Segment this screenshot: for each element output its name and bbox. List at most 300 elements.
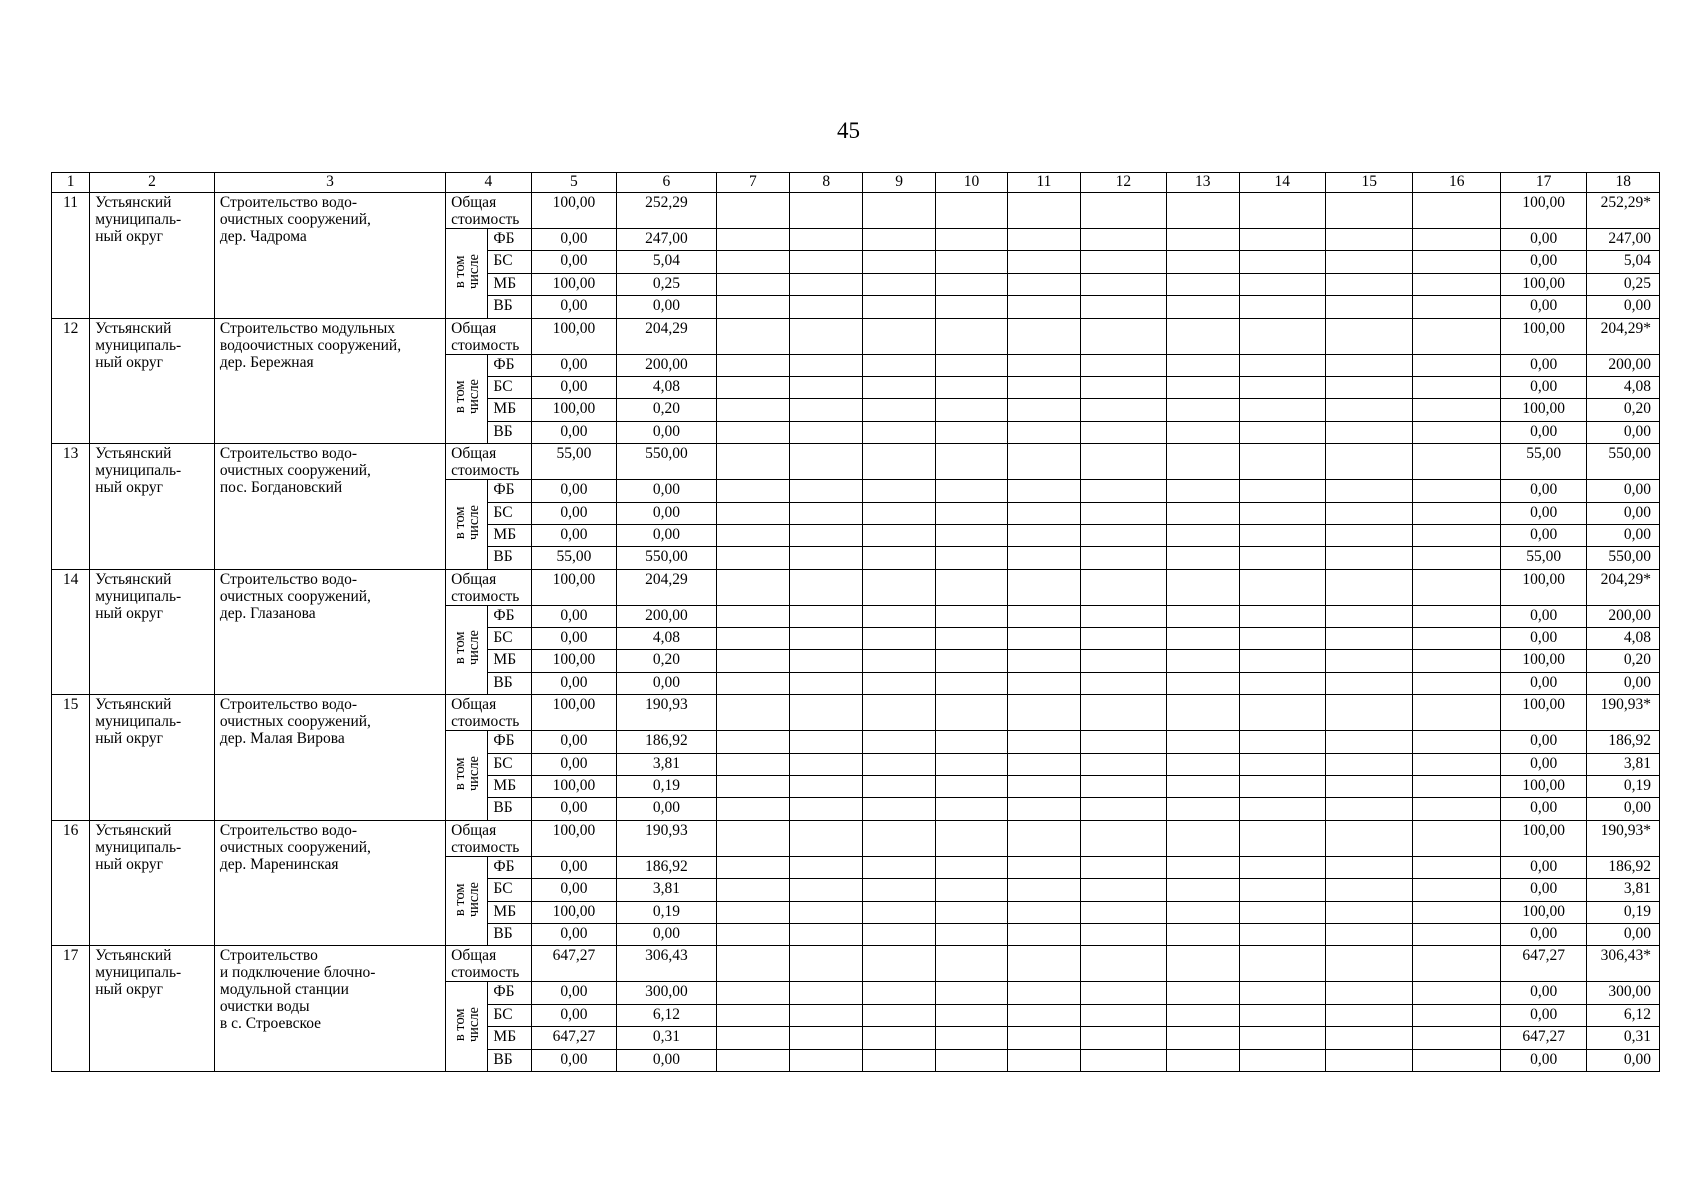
empty-cell-col-9 xyxy=(863,547,935,569)
source-col-5: 0,00 xyxy=(531,354,616,376)
empty-cell-col-13 xyxy=(1167,776,1239,798)
source-label: ФБ xyxy=(488,480,531,502)
source-col-5: 0,00 xyxy=(531,628,616,650)
empty-cell-col-12 xyxy=(1080,1004,1166,1026)
empty-cell-col-16 xyxy=(1413,1049,1500,1071)
source-col-17: 0,00 xyxy=(1500,923,1586,945)
empty-cell-col-10 xyxy=(935,547,1007,569)
empty-cell-col-11 xyxy=(1008,251,1080,273)
empty-cell-col-7 xyxy=(716,672,789,694)
source-col-5: 100,00 xyxy=(531,901,616,923)
empty-cell-col-12 xyxy=(1080,569,1166,605)
source-col-18: 4,08 xyxy=(1587,376,1660,398)
empty-cell-col-8 xyxy=(790,982,863,1004)
empty-cell-col-12 xyxy=(1080,605,1166,627)
empty-cell-col-14 xyxy=(1239,946,1325,982)
empty-cell-col-14 xyxy=(1239,798,1325,820)
empty-cell-col-10 xyxy=(935,731,1007,753)
including-label-cell xyxy=(446,982,488,1072)
project-name-cell: Строительство водо- очистных сооружений, дер. Малая Вирова xyxy=(214,695,445,821)
empty-cell-col-13 xyxy=(1167,856,1239,878)
empty-cell-col-10 xyxy=(935,672,1007,694)
source-col-5: 100,00 xyxy=(531,273,616,295)
empty-cell-col-11 xyxy=(1008,444,1080,480)
empty-cell-col-7 xyxy=(716,879,789,901)
source-col-6: 4,08 xyxy=(617,628,717,650)
empty-cell-col-9 xyxy=(863,193,935,229)
empty-cell-col-16 xyxy=(1413,273,1500,295)
empty-cell-col-10 xyxy=(935,879,1007,901)
empty-cell-col-12 xyxy=(1080,251,1166,273)
empty-cell-col-10 xyxy=(935,901,1007,923)
source-col-6: 186,92 xyxy=(617,856,717,878)
empty-cell-col-14 xyxy=(1239,672,1325,694)
empty-cell-col-11 xyxy=(1008,318,1080,354)
source-label: ФБ xyxy=(488,229,531,251)
project-name-cell: Строительство водо- очистных сооружений, дер. Маренинская xyxy=(214,820,445,946)
empty-cell-col-13 xyxy=(1167,901,1239,923)
source-label: ВБ xyxy=(488,547,531,569)
empty-cell-col-14 xyxy=(1239,820,1325,856)
empty-cell-col-12 xyxy=(1080,502,1166,524)
source-col-18: 200,00 xyxy=(1587,605,1660,627)
empty-cell-col-12 xyxy=(1080,856,1166,878)
source-label: МБ xyxy=(488,650,531,672)
source-col-18: 186,92 xyxy=(1587,731,1660,753)
total-col-17: 647,27 xyxy=(1500,946,1586,982)
empty-cell-col-8 xyxy=(790,444,863,480)
empty-cell-col-11 xyxy=(1008,776,1080,798)
source-col-17: 0,00 xyxy=(1500,421,1586,443)
empty-cell-col-8 xyxy=(790,695,863,731)
source-col-6: 0,19 xyxy=(617,776,717,798)
empty-cell-col-8 xyxy=(790,1049,863,1071)
source-col-17: 0,00 xyxy=(1500,753,1586,775)
empty-cell-col-7 xyxy=(716,547,789,569)
empty-cell-col-15 xyxy=(1325,650,1412,672)
source-col-5: 0,00 xyxy=(531,923,616,945)
empty-cell-col-10 xyxy=(935,753,1007,775)
empty-cell-col-11 xyxy=(1008,354,1080,376)
empty-cell-col-7 xyxy=(716,753,789,775)
empty-cell-col-16 xyxy=(1413,229,1500,251)
source-col-18: 0,25 xyxy=(1587,273,1660,295)
source-col-5: 0,00 xyxy=(531,982,616,1004)
source-col-5: 0,00 xyxy=(531,672,616,694)
source-col-5: 0,00 xyxy=(531,524,616,546)
source-col-17: 55,00 xyxy=(1500,547,1586,569)
total-col-18: 190,93* xyxy=(1587,820,1660,856)
empty-cell-col-14 xyxy=(1239,1049,1325,1071)
empty-cell-col-9 xyxy=(863,421,935,443)
empty-cell-col-12 xyxy=(1080,946,1166,982)
empty-cell-col-13 xyxy=(1167,524,1239,546)
project-name-cell: Строительство водо- очистных сооружений, пос. Богдановский xyxy=(214,444,445,570)
source-col-5: 100,00 xyxy=(531,776,616,798)
total-col-5: 100,00 xyxy=(531,318,616,354)
empty-cell-col-15 xyxy=(1325,982,1412,1004)
empty-cell-col-7 xyxy=(716,502,789,524)
empty-cell-col-9 xyxy=(863,982,935,1004)
source-col-5: 0,00 xyxy=(531,251,616,273)
empty-cell-col-11 xyxy=(1008,982,1080,1004)
source-col-17: 0,00 xyxy=(1500,354,1586,376)
empty-cell-col-7 xyxy=(716,569,789,605)
empty-cell-col-16 xyxy=(1413,1027,1500,1049)
column-header-2: 2 xyxy=(90,173,215,193)
empty-cell-col-9 xyxy=(863,273,935,295)
empty-cell-col-9 xyxy=(863,650,935,672)
empty-cell-col-7 xyxy=(716,1027,789,1049)
project-name-cell: Строительство водо- очистных сооружений, дер. Глазанова xyxy=(214,569,445,695)
empty-cell-col-7 xyxy=(716,251,789,273)
empty-cell-col-10 xyxy=(935,376,1007,398)
empty-cell-col-9 xyxy=(863,923,935,945)
including-label: в том числе xyxy=(451,379,482,415)
source-label: ВБ xyxy=(488,296,531,318)
empty-cell-col-12 xyxy=(1080,547,1166,569)
empty-cell-col-8 xyxy=(790,901,863,923)
empty-cell-col-14 xyxy=(1239,547,1325,569)
empty-cell-col-11 xyxy=(1008,1004,1080,1026)
empty-cell-col-13 xyxy=(1167,547,1239,569)
source-col-17: 100,00 xyxy=(1500,776,1586,798)
column-header-1: 1 xyxy=(52,173,90,193)
source-col-6: 0,25 xyxy=(617,273,717,295)
empty-cell-col-9 xyxy=(863,672,935,694)
table-body xyxy=(52,173,1660,1072)
empty-cell-col-12 xyxy=(1080,193,1166,229)
empty-cell-col-8 xyxy=(790,502,863,524)
column-header-10: 10 xyxy=(935,173,1007,193)
empty-cell-col-11 xyxy=(1008,695,1080,731)
empty-cell-col-7 xyxy=(716,923,789,945)
empty-cell-col-11 xyxy=(1008,901,1080,923)
source-col-17: 647,27 xyxy=(1500,1027,1586,1049)
empty-cell-col-15 xyxy=(1325,879,1412,901)
empty-cell-col-13 xyxy=(1167,1027,1239,1049)
empty-cell-col-10 xyxy=(935,695,1007,731)
source-label: МБ xyxy=(488,1027,531,1049)
empty-cell-col-16 xyxy=(1413,1004,1500,1026)
source-col-17: 100,00 xyxy=(1500,650,1586,672)
source-col-5: 647,27 xyxy=(531,1027,616,1049)
empty-cell-col-10 xyxy=(935,820,1007,856)
column-header-7: 7 xyxy=(716,173,789,193)
source-col-17: 0,00 xyxy=(1500,1004,1586,1026)
total-col-6: 252,29 xyxy=(617,193,717,229)
empty-cell-col-9 xyxy=(863,753,935,775)
column-header-13: 13 xyxy=(1167,173,1239,193)
source-col-17: 0,00 xyxy=(1500,879,1586,901)
empty-cell-col-10 xyxy=(935,354,1007,376)
empty-cell-col-8 xyxy=(790,1027,863,1049)
empty-cell-col-9 xyxy=(863,569,935,605)
source-col-18: 3,81 xyxy=(1587,879,1660,901)
source-label: БС xyxy=(488,251,531,273)
total-cost-label: Общая стоимость xyxy=(446,946,531,982)
empty-cell-col-8 xyxy=(790,318,863,354)
empty-cell-col-12 xyxy=(1080,354,1166,376)
empty-cell-col-10 xyxy=(935,273,1007,295)
empty-cell-col-13 xyxy=(1167,695,1239,731)
source-col-5: 0,00 xyxy=(531,856,616,878)
empty-cell-col-15 xyxy=(1325,480,1412,502)
including-label-cell xyxy=(446,480,488,570)
total-col-18: 190,93* xyxy=(1587,695,1660,731)
source-col-17: 0,00 xyxy=(1500,982,1586,1004)
total-col-6: 190,93 xyxy=(617,820,717,856)
total-col-18: 550,00 xyxy=(1587,444,1660,480)
empty-cell-col-7 xyxy=(716,856,789,878)
empty-cell-col-8 xyxy=(790,879,863,901)
empty-cell-col-12 xyxy=(1080,229,1166,251)
total-col-5: 100,00 xyxy=(531,820,616,856)
empty-cell-col-13 xyxy=(1167,1004,1239,1026)
empty-cell-col-16 xyxy=(1413,695,1500,731)
empty-cell-col-8 xyxy=(790,946,863,982)
empty-cell-col-11 xyxy=(1008,502,1080,524)
row-number: 13 xyxy=(52,444,90,570)
empty-cell-col-15 xyxy=(1325,318,1412,354)
empty-cell-col-7 xyxy=(716,524,789,546)
empty-cell-col-8 xyxy=(790,628,863,650)
empty-cell-col-14 xyxy=(1239,399,1325,421)
empty-cell-col-7 xyxy=(716,273,789,295)
source-col-6: 186,92 xyxy=(617,731,717,753)
empty-cell-col-12 xyxy=(1080,1049,1166,1071)
empty-cell-col-15 xyxy=(1325,628,1412,650)
empty-cell-col-13 xyxy=(1167,229,1239,251)
empty-cell-col-16 xyxy=(1413,421,1500,443)
empty-cell-col-16 xyxy=(1413,731,1500,753)
empty-cell-col-8 xyxy=(790,569,863,605)
empty-cell-col-12 xyxy=(1080,480,1166,502)
empty-cell-col-15 xyxy=(1325,229,1412,251)
total-col-5: 100,00 xyxy=(531,193,616,229)
column-header-6: 6 xyxy=(617,173,717,193)
source-label: БС xyxy=(488,376,531,398)
empty-cell-col-16 xyxy=(1413,524,1500,546)
row-number: 14 xyxy=(52,569,90,695)
empty-cell-col-16 xyxy=(1413,879,1500,901)
source-col-18: 300,00 xyxy=(1587,982,1660,1004)
empty-cell-col-13 xyxy=(1167,879,1239,901)
empty-cell-col-9 xyxy=(863,776,935,798)
district-cell: Устьянский муниципаль- ный округ xyxy=(90,444,215,570)
empty-cell-col-16 xyxy=(1413,923,1500,945)
source-col-17: 100,00 xyxy=(1500,901,1586,923)
empty-cell-col-13 xyxy=(1167,569,1239,605)
empty-cell-col-9 xyxy=(863,1049,935,1071)
column-header-18: 18 xyxy=(1587,173,1660,193)
empty-cell-col-7 xyxy=(716,776,789,798)
empty-cell-col-16 xyxy=(1413,569,1500,605)
including-label: в том числе xyxy=(451,755,482,792)
source-label: ВБ xyxy=(488,923,531,945)
source-col-17: 0,00 xyxy=(1500,1049,1586,1071)
source-col-6: 200,00 xyxy=(617,354,717,376)
empty-cell-col-14 xyxy=(1239,296,1325,318)
source-col-6: 0,31 xyxy=(617,1027,717,1049)
empty-cell-col-11 xyxy=(1008,296,1080,318)
source-col-17: 0,00 xyxy=(1500,296,1586,318)
total-col-6: 204,29 xyxy=(617,569,717,605)
empty-cell-col-8 xyxy=(790,731,863,753)
empty-cell-col-11 xyxy=(1008,879,1080,901)
empty-cell-col-11 xyxy=(1008,569,1080,605)
column-header-15: 15 xyxy=(1325,173,1412,193)
column-number-header-row xyxy=(52,173,1660,193)
empty-cell-col-11 xyxy=(1008,1027,1080,1049)
empty-cell-col-15 xyxy=(1325,296,1412,318)
empty-cell-col-15 xyxy=(1325,1027,1412,1049)
district-cell: Устьянский муниципаль- ный округ xyxy=(90,569,215,695)
empty-cell-col-12 xyxy=(1080,901,1166,923)
source-col-5: 0,00 xyxy=(531,376,616,398)
source-col-5: 100,00 xyxy=(531,650,616,672)
source-col-17: 0,00 xyxy=(1500,480,1586,502)
source-label: ФБ xyxy=(488,605,531,627)
empty-cell-col-8 xyxy=(790,923,863,945)
source-col-5: 100,00 xyxy=(531,399,616,421)
source-col-5: 0,00 xyxy=(531,296,616,318)
empty-cell-col-13 xyxy=(1167,628,1239,650)
district-cell: Устьянский муниципаль- ный округ xyxy=(90,193,215,319)
empty-cell-col-15 xyxy=(1325,672,1412,694)
empty-cell-col-15 xyxy=(1325,193,1412,229)
empty-cell-col-16 xyxy=(1413,480,1500,502)
empty-cell-col-9 xyxy=(863,354,935,376)
empty-cell-col-10 xyxy=(935,982,1007,1004)
empty-cell-col-8 xyxy=(790,399,863,421)
empty-cell-col-9 xyxy=(863,879,935,901)
source-col-18: 186,92 xyxy=(1587,856,1660,878)
empty-cell-col-7 xyxy=(716,605,789,627)
source-col-18: 0,00 xyxy=(1587,421,1660,443)
empty-cell-col-11 xyxy=(1008,731,1080,753)
empty-cell-col-10 xyxy=(935,650,1007,672)
district-cell: Устьянский муниципаль- ный округ xyxy=(90,318,215,444)
empty-cell-col-9 xyxy=(863,946,935,982)
empty-cell-col-14 xyxy=(1239,982,1325,1004)
empty-cell-col-16 xyxy=(1413,650,1500,672)
empty-cell-col-14 xyxy=(1239,193,1325,229)
source-col-18: 0,00 xyxy=(1587,480,1660,502)
empty-cell-col-13 xyxy=(1167,318,1239,354)
column-header-5: 5 xyxy=(531,173,616,193)
total-col-17: 100,00 xyxy=(1500,193,1586,229)
source-col-6: 550,00 xyxy=(617,547,717,569)
empty-cell-col-12 xyxy=(1080,650,1166,672)
empty-cell-col-8 xyxy=(790,421,863,443)
empty-cell-col-11 xyxy=(1008,923,1080,945)
empty-cell-col-7 xyxy=(716,946,789,982)
empty-cell-col-12 xyxy=(1080,776,1166,798)
empty-cell-col-15 xyxy=(1325,376,1412,398)
empty-cell-col-15 xyxy=(1325,502,1412,524)
empty-cell-col-10 xyxy=(935,480,1007,502)
empty-cell-col-14 xyxy=(1239,1027,1325,1049)
empty-cell-col-16 xyxy=(1413,901,1500,923)
source-col-18: 0,00 xyxy=(1587,502,1660,524)
column-header-9: 9 xyxy=(863,173,935,193)
source-col-6: 3,81 xyxy=(617,753,717,775)
empty-cell-col-15 xyxy=(1325,820,1412,856)
empty-cell-col-16 xyxy=(1413,605,1500,627)
source-col-18: 5,04 xyxy=(1587,251,1660,273)
empty-cell-col-7 xyxy=(716,229,789,251)
empty-cell-col-13 xyxy=(1167,251,1239,273)
total-col-17: 55,00 xyxy=(1500,444,1586,480)
empty-cell-col-10 xyxy=(935,569,1007,605)
empty-cell-col-12 xyxy=(1080,923,1166,945)
empty-cell-col-16 xyxy=(1413,856,1500,878)
empty-cell-col-11 xyxy=(1008,1049,1080,1071)
empty-cell-col-16 xyxy=(1413,354,1500,376)
empty-cell-col-7 xyxy=(716,982,789,1004)
source-col-6: 0,00 xyxy=(617,1049,717,1071)
empty-cell-col-12 xyxy=(1080,399,1166,421)
source-col-6: 0,20 xyxy=(617,399,717,421)
empty-cell-col-11 xyxy=(1008,399,1080,421)
empty-cell-col-13 xyxy=(1167,650,1239,672)
empty-cell-col-13 xyxy=(1167,399,1239,421)
empty-cell-col-14 xyxy=(1239,695,1325,731)
empty-cell-col-13 xyxy=(1167,444,1239,480)
source-col-6: 0,00 xyxy=(617,502,717,524)
source-col-5: 55,00 xyxy=(531,547,616,569)
source-label: БС xyxy=(488,628,531,650)
empty-cell-col-16 xyxy=(1413,376,1500,398)
column-header-17: 17 xyxy=(1500,173,1586,193)
empty-cell-col-9 xyxy=(863,251,935,273)
source-col-5: 0,00 xyxy=(531,798,616,820)
total-cost-label: Общая стоимость xyxy=(446,569,531,605)
empty-cell-col-10 xyxy=(935,296,1007,318)
empty-cell-col-7 xyxy=(716,731,789,753)
empty-cell-col-15 xyxy=(1325,798,1412,820)
source-label: МБ xyxy=(488,399,531,421)
empty-cell-col-14 xyxy=(1239,731,1325,753)
total-col-17: 100,00 xyxy=(1500,318,1586,354)
source-col-5: 0,00 xyxy=(531,421,616,443)
empty-cell-col-8 xyxy=(790,753,863,775)
source-col-6: 200,00 xyxy=(617,605,717,627)
empty-cell-col-15 xyxy=(1325,1049,1412,1071)
empty-cell-col-10 xyxy=(935,502,1007,524)
empty-cell-col-7 xyxy=(716,798,789,820)
including-label: в том числе xyxy=(451,253,482,289)
empty-cell-col-10 xyxy=(935,524,1007,546)
empty-cell-col-7 xyxy=(716,628,789,650)
empty-cell-col-15 xyxy=(1325,421,1412,443)
empty-cell-col-8 xyxy=(790,354,863,376)
empty-cell-col-14 xyxy=(1239,901,1325,923)
empty-cell-col-14 xyxy=(1239,628,1325,650)
source-col-18: 0,00 xyxy=(1587,923,1660,945)
including-label: в том числе xyxy=(451,504,482,540)
total-col-17: 100,00 xyxy=(1500,569,1586,605)
empty-cell-col-14 xyxy=(1239,650,1325,672)
source-col-5: 0,00 xyxy=(531,605,616,627)
empty-cell-col-13 xyxy=(1167,672,1239,694)
empty-cell-col-7 xyxy=(716,695,789,731)
empty-cell-col-16 xyxy=(1413,444,1500,480)
district-cell: Устьянский муниципаль- ный округ xyxy=(90,695,215,821)
column-header-8: 8 xyxy=(790,173,863,193)
source-label: БС xyxy=(488,502,531,524)
